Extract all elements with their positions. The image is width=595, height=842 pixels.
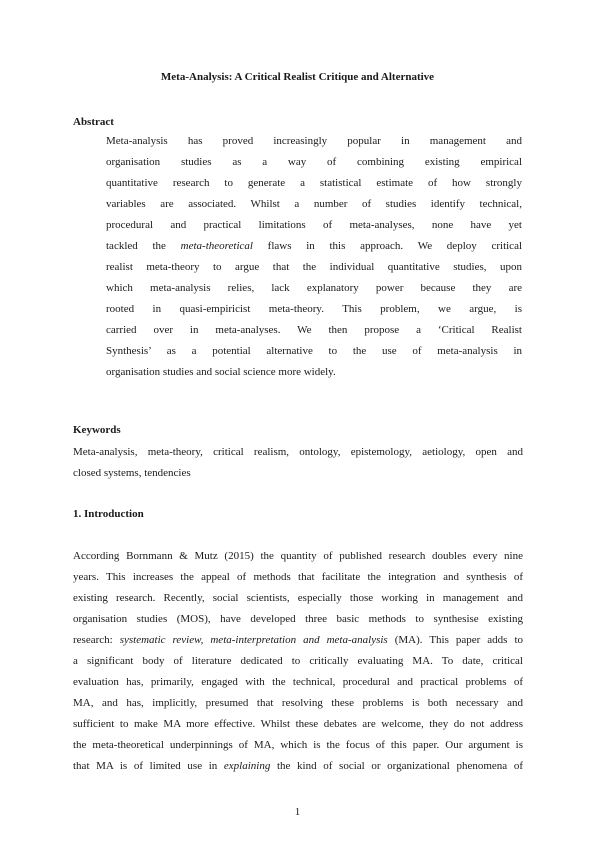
paragraph-line: the meta-theoretical underpinnings of MA, which is the focus of this paper. Our argument is <box>73 739 523 751</box>
abstract-line <box>106 240 522 253</box>
abstract-line: carried over in meta-analyses. We then propose a ‘Critical Realist <box>106 324 522 336</box>
abstract-line: variables are associated. Whilst a number of studies identify technical, <box>106 198 522 210</box>
paragraph-line <box>73 760 523 773</box>
paragraph-text: research: <box>73 634 120 646</box>
paragraph-line: organisation studies (MOS), have developed three basic methods to synthesise existing <box>73 613 523 625</box>
paragraph-text: (MA). This paper adds to <box>387 634 524 646</box>
abstract-heading: Abstract <box>73 116 114 128</box>
paragraph-line: a significant body of literature dedicated to critically evaluating MA. To date, critical <box>73 655 523 667</box>
introduction-heading: 1. Introduction <box>73 508 144 520</box>
abstract-line: Synthesis’ as a potential alternative to the use of meta-analysis in <box>106 345 522 357</box>
abstract-text: flaws in this approach. We deploy critical <box>252 240 523 252</box>
paragraph-text: that MA is of limited use in <box>73 760 224 772</box>
keywords-line: closed systems, tendencies <box>73 467 191 479</box>
paragraph-line: MA, and has, implicitly, presumed that resolving these problems is both necessary and <box>73 697 523 709</box>
abstract-line: Meta-analysis has proved increasingly popular in management and <box>106 135 522 147</box>
abstract-line: which meta-analysis relies, lack explanatory power because they are <box>106 282 522 294</box>
paper-title: Meta-Analysis: A Critical Realist Critique and Alternative <box>160 71 435 83</box>
abstract-line: quantitative research to generate a statistical estimate of how strongly <box>106 177 522 189</box>
abstract-emphasis: meta-theoretical <box>180 240 253 252</box>
paragraph-line <box>73 634 523 647</box>
abstract-line: organisation studies and social science more widely. <box>106 366 336 378</box>
abstract-line: organisation studies as a way of combining existing empirical <box>106 156 522 168</box>
paragraph-emphasis: explaining <box>223 760 271 772</box>
keywords-line: Meta-analysis, meta-theory, critical realism, ontology, epistemology, aetiology, open and <box>73 446 523 458</box>
abstract-text: tackled the <box>106 240 181 252</box>
paragraph-line: existing research. Recently, social scientists, especially those working in management and <box>73 592 523 604</box>
abstract-line: procedural and practical limitations of meta-analyses, none have yet <box>106 219 522 231</box>
page-number: 1 <box>294 806 301 818</box>
paragraph-line: evaluation has, primarily, engaged with the technical, procedural and practical problems of <box>73 676 523 688</box>
abstract-line: realist meta-theory to argue that the individual quantitative studies, upon <box>106 261 522 273</box>
paragraph-line: years. This increases the appeal of methods that facilitate the integration and synthesis of <box>73 571 523 583</box>
paragraph-line: According Bornmann & Mutz (2015) the quantity of published research doubles every nine <box>73 550 523 562</box>
paragraph-line: sufficient to make MA more effective. Whilst these debates are welcome, they do not address <box>73 718 523 730</box>
abstract-line: rooted in quasi-empiricist meta-theory. This problem, we argue, is <box>106 303 522 315</box>
keywords-heading: Keywords <box>73 424 121 436</box>
paragraph-text: the kind of social or organizational phenomena of <box>270 760 523 772</box>
paragraph-emphasis: systematic review, meta-interpretation and meta-analysis <box>119 634 388 646</box>
